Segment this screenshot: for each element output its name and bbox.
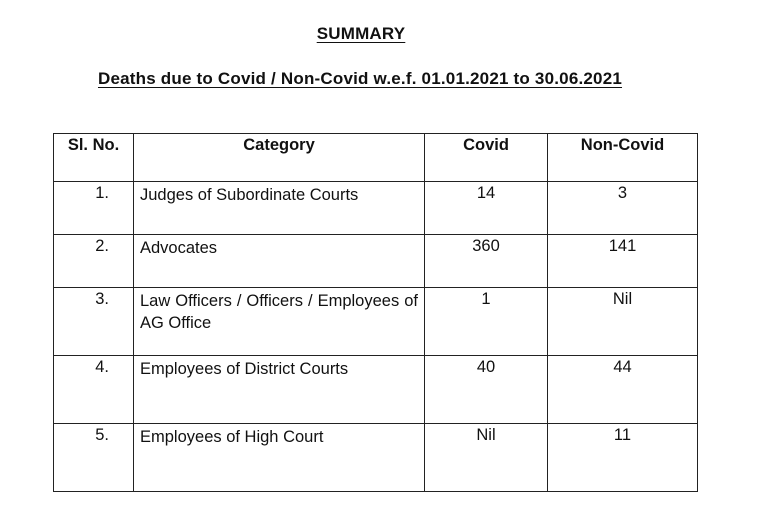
cell-sl-no: 4. — [54, 356, 134, 424]
table-row — [54, 424, 698, 492]
cell-sl-no: 2. — [54, 235, 134, 288]
cell-covid: 360 — [425, 235, 548, 288]
cell-category: Employees of High Court — [134, 424, 425, 492]
cell-covid: 14 — [425, 182, 548, 235]
cell-covid: 1 — [425, 288, 548, 356]
table-row — [54, 235, 698, 288]
page-subtitle: Deaths due to Covid / Non-Covid w.e.f. 01.01.2021 to 30.06.2021 — [97, 69, 623, 88]
table-row — [54, 288, 698, 356]
table-header-row — [54, 134, 698, 182]
cell-non-covid: Nil — [548, 288, 698, 356]
cell-category: Advocates — [134, 235, 425, 288]
header-category: Category — [134, 134, 425, 182]
header-covid: Covid — [425, 134, 548, 182]
page-title: SUMMARY — [316, 24, 406, 43]
table-row — [54, 356, 698, 424]
cell-non-covid: 3 — [548, 182, 698, 235]
cell-non-covid: 44 — [548, 356, 698, 424]
cell-category: Employees of District Courts — [134, 356, 425, 424]
cell-covid: Nil — [425, 424, 548, 492]
cell-non-covid: 11 — [548, 424, 698, 492]
header-non-covid: Non-Covid — [548, 134, 698, 182]
cell-category: Law Officers / Officers / Employees of AG Office — [134, 288, 425, 356]
cell-sl-no: 3. — [54, 288, 134, 356]
cell-sl-no: 1. — [54, 182, 134, 235]
cell-non-covid: 141 — [548, 235, 698, 288]
cell-category: Judges of Subordinate Courts — [134, 182, 425, 235]
cell-covid: 40 — [425, 356, 548, 424]
table-row — [54, 182, 698, 235]
header-sl-no: Sl. No. — [54, 134, 134, 182]
summary-table — [53, 133, 698, 492]
cell-sl-no: 5. — [54, 424, 134, 492]
